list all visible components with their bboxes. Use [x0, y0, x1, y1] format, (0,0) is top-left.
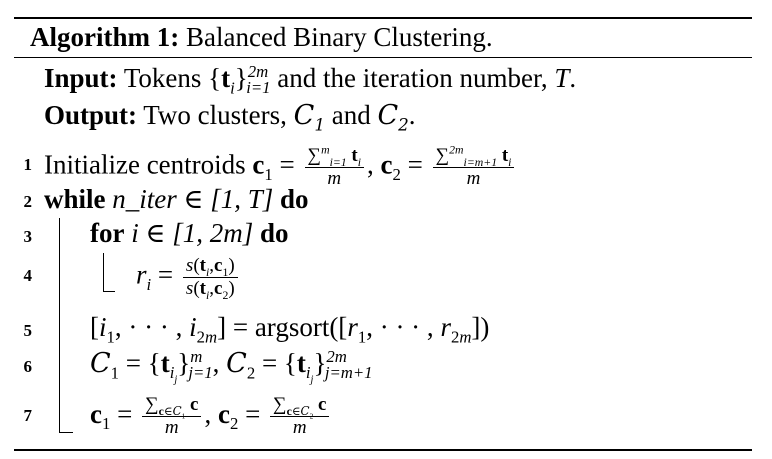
input-text: Tokens	[123, 63, 209, 93]
update-centroid-1: $\frac{\sum_{c\in C_1} c}{m}$	[142, 394, 201, 439]
while-block-bar	[59, 218, 60, 432]
update-centroid-2: $\frac{\sum_{c\in C_2} c}{m}$	[270, 394, 329, 439]
algorithm-line-2	[44, 183, 309, 215]
algorithm-line-6: $C_1 = \{t_{i_j}\}^m_{j=1}$, $C_2 = \{t_{i_j}\}^{2m}_{j=m+1}$	[90, 347, 373, 386]
output-keyword: Output:	[44, 100, 138, 130]
for-do-keyword: do	[260, 218, 289, 248]
algorithm-label: Algorithm 1:	[30, 22, 180, 52]
for-block-bar	[103, 253, 104, 291]
centroid-2-fraction: $\frac{\sum^{2m}_{i=m+1} t_i}{m}$	[433, 145, 515, 190]
output-line	[44, 99, 416, 135]
iteration-symbol: T	[554, 63, 570, 93]
line-number-6: 6	[23, 357, 32, 376]
ratio-fraction: $\frac{s(t_i,c_1)}{s(t_i,c_2)}$	[183, 255, 238, 300]
centroid-1-fraction: $\frac{\sum^m_{i=1} t_i}{m}$	[305, 145, 365, 190]
while-condition: n_iter ∈ [1, T]	[112, 184, 274, 214]
output-and: and	[324, 100, 378, 130]
input-keyword: Input:	[44, 63, 118, 93]
algorithm-line-1: Initialize centroids $c_1$ = $\frac{\sum^m_{i=1} t_i}{m}$ , $c_2$ = $\frac{\sum^{2m}_{i=m+1} t_i}{m}$	[44, 145, 517, 190]
tokens-set: $\{t_i\}^{2m}_{i=1}$	[208, 62, 271, 98]
algorithm-line-4: $r_i$ = $\frac{s(t_i,c_1)}{s(t_i,c_2)}$	[136, 255, 241, 300]
line-number-5: 5	[23, 321, 32, 340]
for-condition: i ∈ [1, 2m]	[131, 218, 254, 248]
caption-rule	[14, 57, 752, 58]
algorithm-line-3	[90, 217, 289, 249]
for-block-end	[103, 291, 115, 292]
output-period: .	[408, 100, 416, 130]
algorithm-title: Balanced Binary Clustering.	[185, 22, 493, 52]
while-block-end	[59, 432, 73, 433]
line-number-1: 1	[23, 155, 32, 174]
while-do-keyword: do	[280, 184, 309, 214]
line-number-4: 4	[23, 266, 32, 285]
line-number-3: 3	[23, 227, 32, 246]
input-line	[44, 62, 577, 98]
for-keyword: for	[90, 218, 125, 248]
line-number-2: 2	[23, 192, 32, 211]
bottom-rule	[14, 449, 752, 451]
cluster-1-symbol: $C_1$	[293, 100, 325, 135]
algorithm-line-5: [$i_1$, · · · , $i_{2m}$] = $argsort([r_1$, · · · , $r_{2m}$])	[90, 312, 490, 347]
input-text-after: and the iteration number,	[270, 63, 555, 93]
line-number-7: 7	[23, 406, 32, 425]
output-text: Two clusters,	[143, 100, 294, 130]
line1-text: Initialize centroids	[44, 149, 246, 180]
algorithm-line-7: $c_1$ = $\frac{\sum_{c\in C_1} c}{m}$ , $c_2$ = $\frac{\sum_{c\in C_2} c}{m}$	[90, 394, 332, 439]
cluster-2-symbol: $C_2$	[377, 100, 409, 135]
input-period: .	[569, 63, 577, 93]
top-rule	[14, 17, 752, 19]
while-keyword: while	[44, 184, 106, 214]
algorithm-caption	[30, 20, 493, 54]
